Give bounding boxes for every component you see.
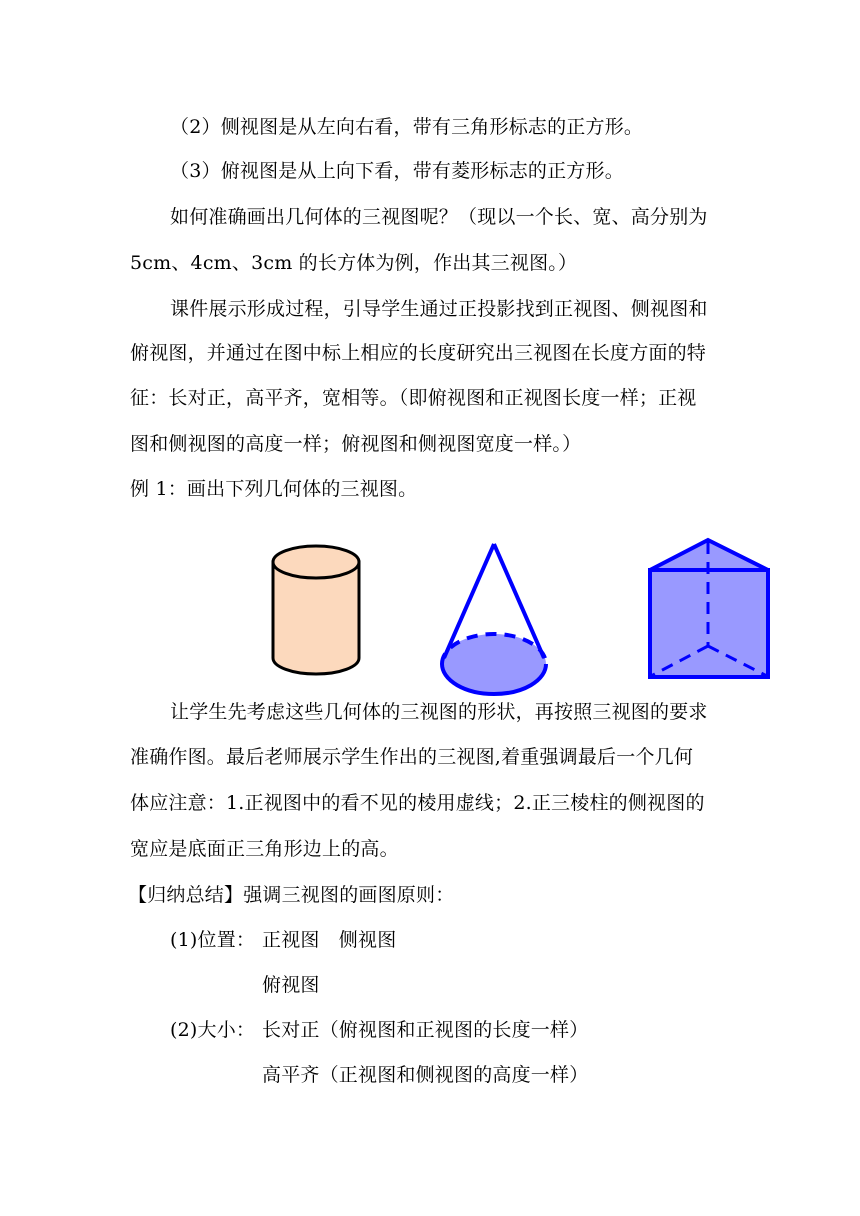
- paragraph-instruction-line3: 体应注意：1.正视图中的看不见的棱用虚线；2.正三棱柱的侧视图的: [130, 792, 705, 814]
- paragraph-side-view: （2）侧视图是从左向右看，带有三角形标志的正方形。: [170, 116, 644, 138]
- paragraph-courseware-line1: 课件展示形成过程，引导学生通过正投影找到正视图、侧视图和: [170, 298, 708, 320]
- example-heading: 例 1：画出下列几何体的三视图。: [130, 478, 418, 500]
- paragraph-question-line1: 如何准确画出几何体的三视图呢？（现以一个长、宽、高分别为: [170, 206, 708, 228]
- cylinder-top: [273, 546, 359, 578]
- paragraph-courseware-line3: 征：长对正，高平齐，宽相等。（即俯视图和正视图长度一样；正视: [130, 387, 697, 409]
- rule1-views-row2: 俯视图: [262, 974, 320, 996]
- paragraph-courseware-line4: 图和侧视图的高度一样；俯视图和侧视图宽度一样。）: [130, 433, 582, 455]
- rule1-views-row1: 正视图 侧视图: [262, 929, 397, 951]
- rule2-height-rule: 高平齐（正视图和侧视图的高度一样）: [262, 1064, 589, 1086]
- paragraph-instruction-line1: 让学生先考虑这些几何体的三视图的形状，再按照三视图的要求: [170, 701, 708, 723]
- cylinder-figure: [268, 540, 364, 680]
- paragraph-courseware-line2: 俯视图，并通过在图中标上相应的长度研究出三视图在长度方面的特: [130, 342, 707, 364]
- summary-heading: 【归纳总结】强调三视图的画图原则：: [128, 884, 455, 906]
- cone-figure: [438, 540, 552, 700]
- paragraph-instruction-line2: 准确作图。最后老师展示学生作出的三视图,着重强调最后一个几何: [130, 746, 694, 768]
- rule2-label: (2)大小：: [170, 1019, 256, 1041]
- paragraph-instruction-line4: 宽应是底面正三角形边上的高。: [130, 838, 399, 860]
- triangular-prism-figure: [646, 536, 772, 682]
- rule2-length-rule: 长对正（俯视图和正视图的长度一样）: [262, 1019, 589, 1041]
- rule1-label: (1)位置：: [170, 929, 256, 951]
- paragraph-question-line2: 5cm、4cm、3cm 的长方体为例，作出其三视图。）: [130, 252, 578, 274]
- paragraph-top-view: （3）俯视图是从上向下看，带有菱形标志的正方形。: [170, 160, 624, 182]
